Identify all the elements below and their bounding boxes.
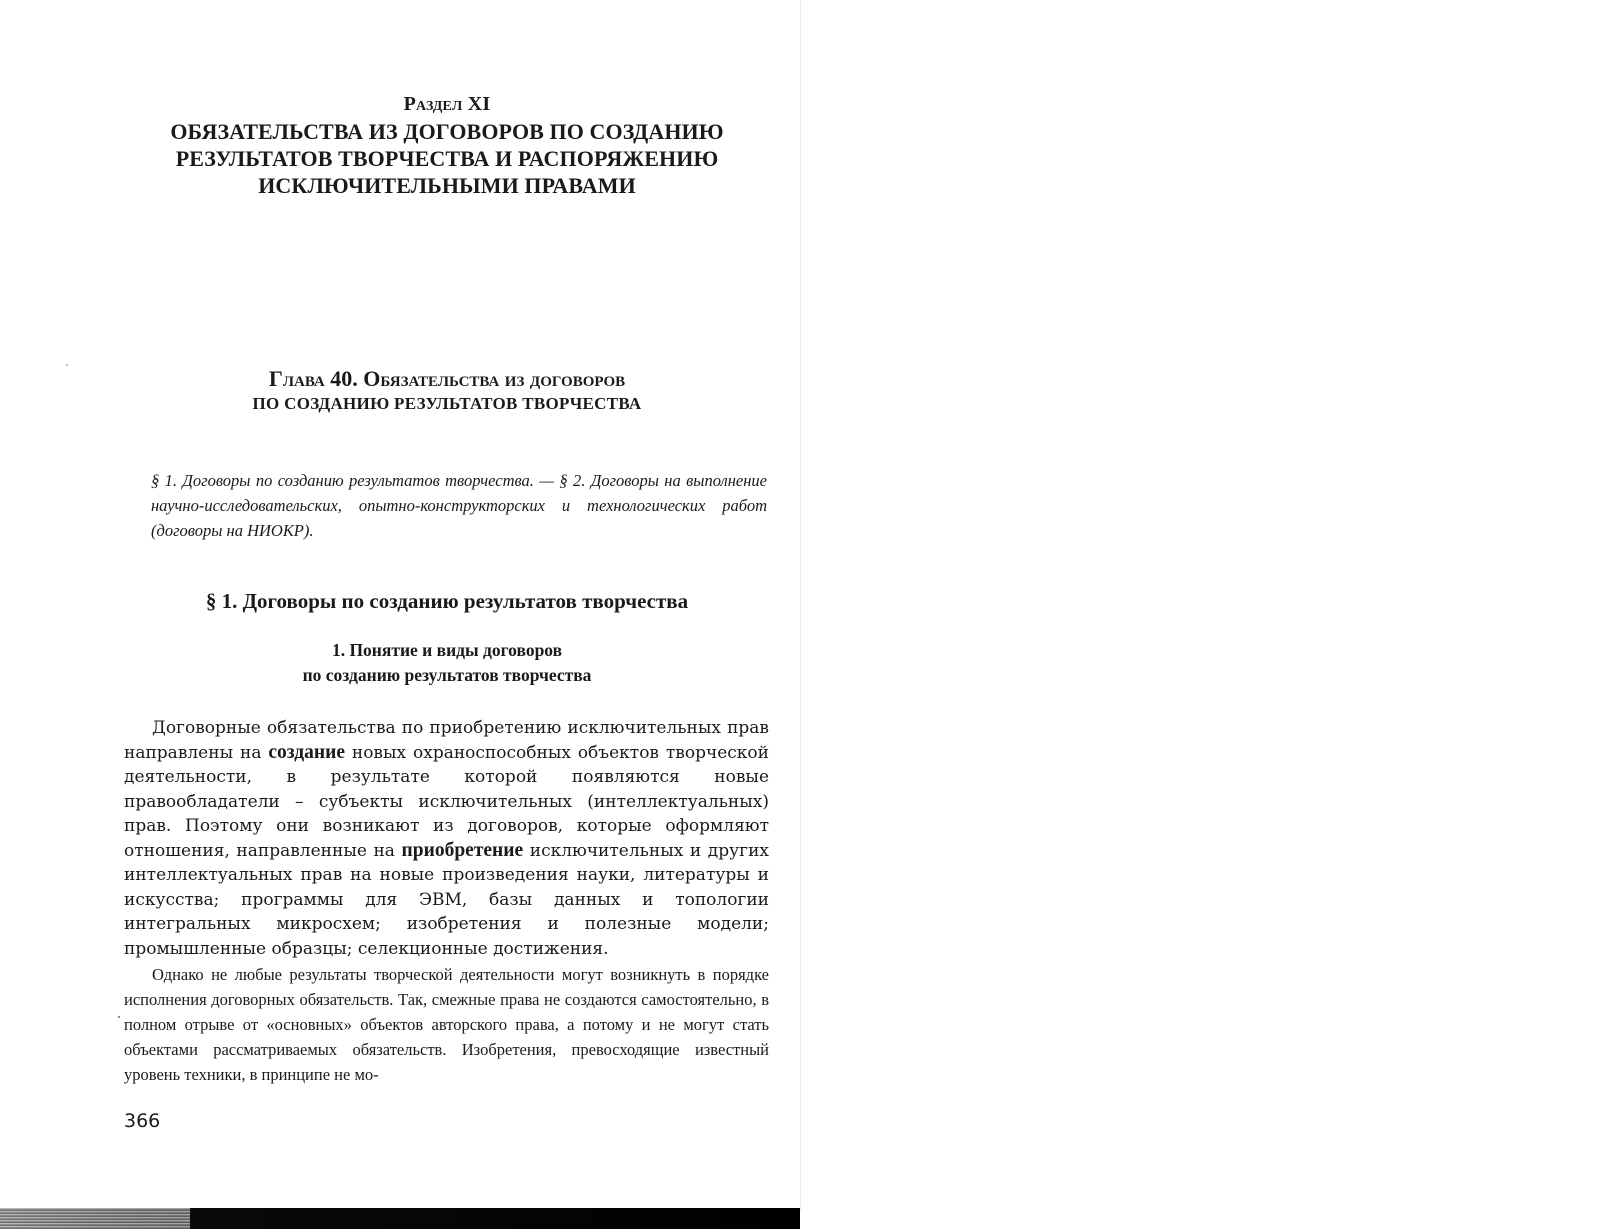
subheading-line-2: по созданию результатов творчества: [302, 665, 592, 685]
body-paragraph-1-part-1: Договорные обязательства по приобретению исключительных прав направлены на: [124, 718, 769, 763]
scan-edge-shadow: [0, 1208, 800, 1229]
paragraph-heading: § 1. Договоры по созданию результатов творчества: [205, 589, 689, 613]
section-label-number: XI: [467, 93, 491, 115]
section-title-line-3: ИСКЛЮЧИТЕЛЬНЫМИ ПРАВАМИ: [258, 173, 636, 198]
page-number: 366: [124, 1110, 161, 1132]
section-title-line-1: ОБЯЗАТЕЛЬСТВА ИЗ ДОГОВОРОВ ПО СОЗДАНИЮ: [170, 119, 724, 144]
scan-speck: [118, 1016, 120, 1018]
scan-speck: [66, 364, 68, 366]
section-title-line-2: РЕЗУЛЬТАТОВ ТВОРЧЕСТВА И РАСПОРЯЖЕНИЮ: [175, 146, 719, 171]
section-label-prefix: Раздел: [403, 93, 463, 115]
chapter-title-line-2: ПО СОЗДАНИЮ РЕЗУЛЬТАТОВ ТВОРЧЕСТВА: [252, 394, 642, 413]
emphasis-acquisition: приобретение: [401, 839, 524, 861]
body-paragraph-1: [124, 716, 769, 961]
body-paragraph-2: Однако не любые результаты творческой деятельности могут возникнуть в порядке исполнения договорных обязательств. Так, смежные права не создаются самостоятельно, в полном отрыве от «основных» объектов авторского права, а потому и не могут стать объектами рассматриваемых обязательств. Изобретения, превосходящие известный уровень техники, в принципе не мо-: [124, 965, 769, 1084]
emphasis-creation: создание: [268, 741, 345, 763]
chapter-title-line-1: Глава 40. Обязательства из договоров: [268, 366, 626, 391]
body-paragraph-1-part-3: исключительных и других интеллектуальных прав на новые произведения науки, литературы и искусства; программы для ЭВМ, базы данных и топологии интегральных микросхем; изобретения и полезные модели; промышленные образцы; селекционные достижения.: [124, 840, 769, 959]
section-label: [0, 93, 894, 116]
chapter-contents: § 1. Договоры по созданию результатов творчества. — § 2. Договоры на выполнение научно-исследовательских, опытно-конструкторских и технологических работ (договоры на НИОКР).: [151, 471, 767, 540]
subheading-line-1: 1. Понятие и виды договоров: [331, 640, 563, 660]
body-paragraph-1-part-2: новых охраноспособных объектов творческой деятельности, в результате которой появляются новые правообладатели – субъекты исключительных (интеллектуальных) прав. Поэтому они возникают из договоров, которые оформляют отношения, направленные на: [124, 742, 769, 861]
right-page-blank: [800, 0, 1600, 1229]
